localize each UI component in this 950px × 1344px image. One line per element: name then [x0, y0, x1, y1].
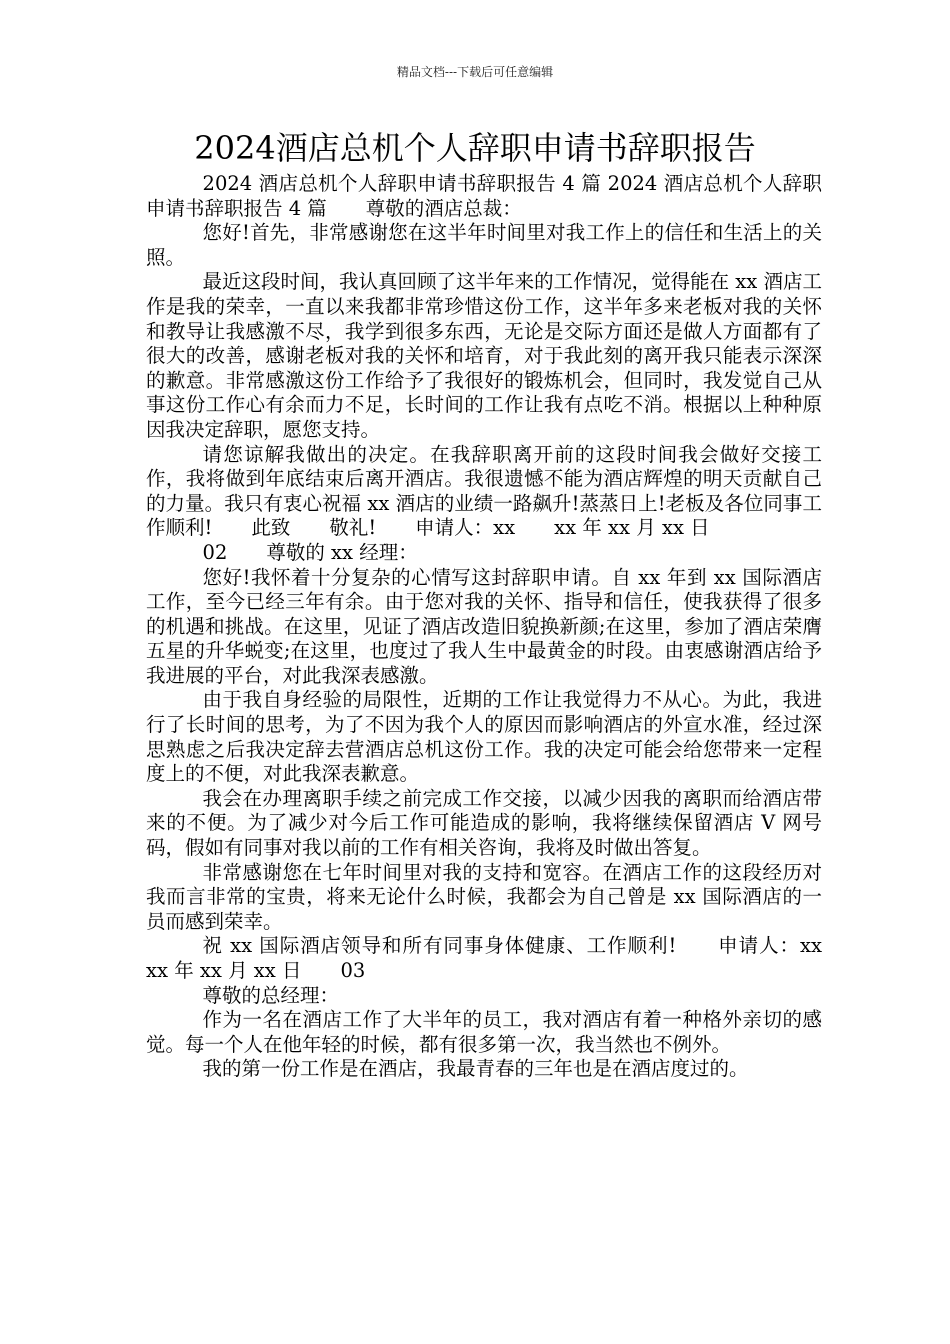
paragraph: 2024 酒店总机个人辞职申请书辞职报告 4 篇 2024 酒店总机个人辞职申请书辞职报告 4 篇 尊敬的酒店总裁： — [146, 172, 822, 220]
paragraph: 我会在办理离职手续之前完成工作交接，以减少因我的离职而给酒店带来的不便。为了减少对今后工作可能造成的影响，我将继续保留酒店 V 网号码，假如有同事对我以前的工作有相关咨询，我将及时做出答复。 — [146, 786, 822, 860]
paragraph: 祝 xx 国际酒店领导和所有同事身体健康、工作顺利! 申请人：xx xx 年 xx 月 xx 日 03 — [146, 934, 862, 982]
document-body — [146, 172, 862, 1082]
paragraph: 02 尊敬的 xx 经理： — [202, 540, 418, 564]
paragraph: 我的第一份工作是在酒店，我最青春的三年也是在酒店度过的。 — [202, 1057, 749, 1081]
header-note: 精品文档---下载后可任意编辑 — [396, 65, 554, 79]
document-title: 2024酒店总机个人辞职申请书辞职报告 — [194, 129, 756, 167]
paragraph: 作为一名在酒店工作了大半年的员工，我对酒店有着一种格外亲切的感觉。每一个人在他年轻的时候，都有很多第一次，我当然也不例外。 — [146, 1008, 822, 1056]
paragraph: 最近这段时间，我认真回顾了这半年来的工作情况，觉得能在 xx 酒店工作是我的荣幸，一直以来我都非常珍惜这份工作，这半年多来老板对我的关怀和教导让我感激不尽，我学到很多东西，无论是交际方面还是做人方面都有了很大的改善，感谢老板对我的关怀和培育，对于我此刻的离开我只能表示深深的歉意。非常感激这份工作给予了我很好的锻炼机会，但同时，我发觉自己从事这份工作心有余而力不足，长时间的工作让我有点吃不消。根据以上种种原因我决定辞职，愿您支持。 — [146, 270, 822, 441]
paragraph: 非常感谢您在七年时间里对我的支持和宽容。在酒店工作的这段经历对我而言非常的宝贵，将来无论什么时候，我都会为自己曾是 xx 国际酒店的一员而感到荣幸。 — [146, 860, 822, 933]
paragraph: 请您谅解我做出的决定。在我辞职离开前的这段时间我会做好交接工作，我将做到年底结束后离开酒店。我很遗憾不能为酒店辉煌的明天贡献自己的力量。我只有衷心祝福 xx 酒店的业绩一路飙升!蒸蒸日上!老板及各位同事工作顺利! 此致 敬礼! 申请人：xx xx 年 xx 月 xx 日 — [146, 442, 822, 540]
paragraph: 由于我自身经验的局限性，近期的工作让我觉得力不从心。为此，我进行了长时间的思考，为了不因为我个人的原因而影响酒店的外宣水准，经过深思熟虑之后我决定辞去营酒店总机这份工作。我的决定可能会给您带来一定程度上的不便，对此我深表歉意。 — [146, 688, 822, 786]
paragraph: 您好!我怀着十分复杂的心情写这封辞职申请。自 xx 年到 xx 国际酒店工作，至今已经三年有余。由于您对我的关怀、指导和信任，使我获得了很多的机遇和挑战。在这里，见证了酒店改造旧貌换新颜;在这里，参加了酒店荣膺五星的升华蜕变;在这里，也度过了我人生中最黄金的时段。由衷感谢酒店给予我进展的平台，对此我深表感激。 — [146, 565, 822, 687]
paragraph: 尊敬的总经理： — [202, 983, 340, 1007]
paragraph: 您好!首先，非常感谢您在这半年时间里对我工作上的信任和生活上的关照。 — [146, 221, 822, 269]
